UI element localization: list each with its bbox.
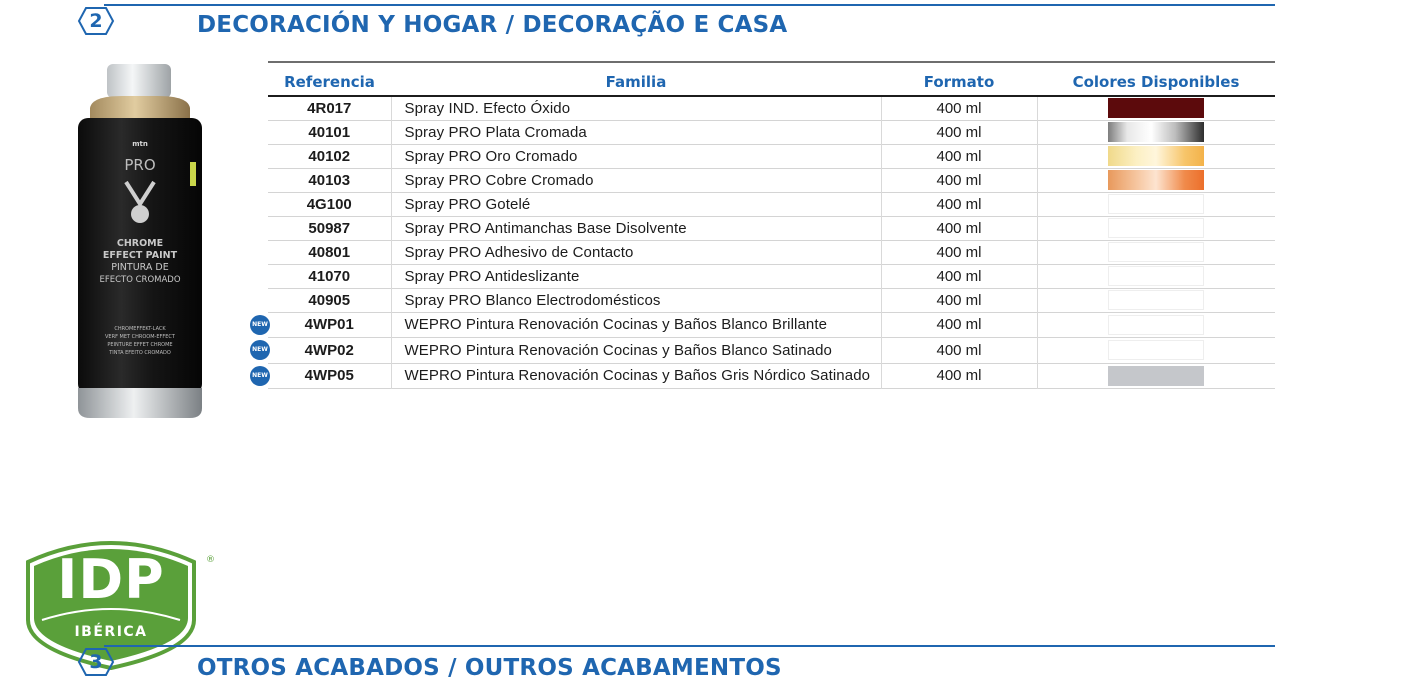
colors-cell [1037,264,1275,288]
ref-cell: 40101 [268,120,391,144]
color-swatch [1108,218,1204,238]
table-header-row [268,62,1275,96]
ref-cell: 41070 [268,264,391,288]
colors-cell [1037,312,1275,338]
section-title: DECORACIÓN Y HOGAR / DECORAÇÃO E CASA [197,12,788,38]
color-swatch [1108,194,1204,214]
format-cell: 400 ml [881,312,1037,338]
logo-sub-text: IBÉRICA [74,624,148,640]
colors-cell [1037,168,1275,192]
product-table [268,61,1275,389]
header-colores: Colores Disponibles [1072,73,1240,91]
svg-text:VERF MET CHROOM-EFFECT: VERF MET CHROOM-EFFECT [105,334,175,340]
svg-text:EFECTO CROMADO: EFECTO CROMADO [99,275,181,285]
format-cell: 400 ml [881,144,1037,168]
logo-main-text: IDP [57,548,165,611]
new-badge: NEW [250,315,270,335]
ref-cell: 40102 [268,144,391,168]
format-cell: 400 ml [881,288,1037,312]
svg-text:®: ® [206,555,215,565]
header-formato: Formato [923,73,995,91]
family-cell: Spray IND. Efecto Óxido [391,96,881,120]
format-cell: 400 ml [881,363,1037,389]
table-row [268,288,1275,312]
family-cell: Spray PRO Adhesivo de Contacto [391,240,881,264]
color-swatch [1108,98,1204,118]
family-cell: Spray PRO Antideslizante [391,264,881,288]
table-row [268,144,1275,168]
family-cell: Spray PRO Gotelé [391,192,881,216]
section-number: 3 [89,651,103,673]
svg-text:CHROME: CHROME [116,238,164,249]
color-swatch [1108,266,1204,286]
section-title-3: OTROS ACABADOS / OUTROS ACABAMENTOS [197,655,782,681]
header-referencia: Referencia [284,73,375,91]
color-swatch [1108,122,1204,142]
ref-cell: 40103 [268,168,391,192]
ref-cell: 4R017 [268,96,391,120]
ref-cell: 4WP01 [268,312,391,338]
table-row [268,363,1275,389]
format-cell: 400 ml [881,338,1037,364]
color-swatch [1108,366,1204,386]
table-row [268,120,1275,144]
family-cell: Spray PRO Cobre Cromado [391,168,881,192]
color-swatch [1108,242,1204,262]
table-row [268,312,1275,338]
format-cell: 400 ml [881,264,1037,288]
spray-can-image [72,62,208,422]
section-bottom-rule [104,645,1275,647]
table-row [268,168,1275,192]
ref-cell: 4WP02 [268,338,391,364]
format-cell: 400 ml [881,120,1037,144]
color-swatch [1108,290,1204,310]
color-swatch [1108,340,1204,360]
svg-text:CHROMEFFEKT-LACK: CHROMEFFEKT-LACK [114,326,166,332]
ref-cell: 4WP05 [268,363,391,389]
svg-text:EFFECT PAINT: EFFECT PAINT [102,250,178,261]
new-badge: NEW [250,340,270,360]
header-familia: Familia [605,73,667,91]
ref-cell: 4G100 [268,192,391,216]
table-row [268,240,1275,264]
colors-cell [1037,96,1275,120]
family-cell: WEPRO Pintura Renovación Cocinas y Baños Gris Nórdico Satinado [391,363,881,389]
colors-cell [1037,338,1275,364]
family-cell: Spray PRO Plata Cromada [391,120,881,144]
format-cell: 400 ml [881,168,1037,192]
section-number: 2 [89,10,103,32]
format-cell: 400 ml [881,96,1037,120]
color-swatch [1108,146,1204,166]
format-cell: 400 ml [881,240,1037,264]
family-cell: Spray PRO Oro Cromado [391,144,881,168]
new-badge: NEW [250,366,270,386]
svg-text:mtn: mtn [132,140,148,148]
ref-cell: 40801 [268,240,391,264]
colors-cell [1037,288,1275,312]
section-top-rule [104,4,1275,6]
svg-text:PEINTURE EFFET CHROME: PEINTURE EFFET CHROME [107,342,173,348]
svg-text:PINTURA DE: PINTURA DE [111,262,169,273]
table-row [268,338,1275,364]
colors-cell [1037,216,1275,240]
format-cell: 400 ml [881,192,1037,216]
color-swatch [1108,315,1204,335]
section-number-badge-3 [78,647,114,677]
family-cell: Spray PRO Blanco Electrodomésticos [391,288,881,312]
svg-text:PRO: PRO [124,156,156,174]
table-row [268,96,1275,120]
colors-cell [1037,240,1275,264]
table-row [268,216,1275,240]
family-cell: WEPRO Pintura Renovación Cocinas y Baños Blanco Brillante [391,312,881,338]
colors-cell [1037,363,1275,389]
colors-cell [1037,120,1275,144]
family-cell: Spray PRO Antimanchas Base Disolvente [391,216,881,240]
family-cell: WEPRO Pintura Renovación Cocinas y Baños Blanco Satinado [391,338,881,364]
ref-cell: 40905 [268,288,391,312]
svg-text:TINTA EFEITO CROMADO: TINTA EFEITO CROMADO [109,350,171,356]
color-swatch [1108,170,1204,190]
table-row [268,264,1275,288]
colors-cell [1037,144,1275,168]
colors-cell [1037,192,1275,216]
section-number-badge [78,6,114,36]
table-row [268,192,1275,216]
ref-cell: 50987 [268,216,391,240]
format-cell: 400 ml [881,216,1037,240]
